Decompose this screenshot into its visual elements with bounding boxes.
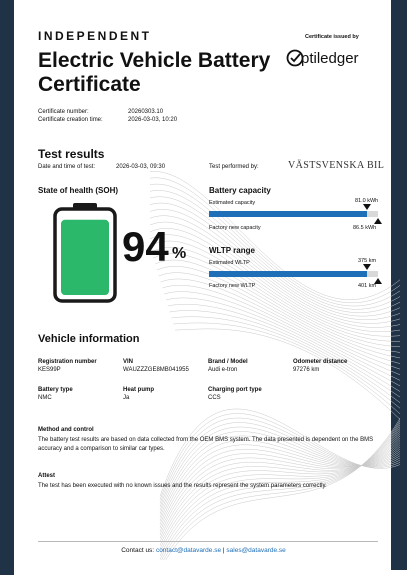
footer-separator: | xyxy=(222,547,225,554)
heat-pump-value: Ja xyxy=(123,395,130,401)
soh-unit: % xyxy=(172,245,187,262)
wltp-estimated-label: Estimated WLTP xyxy=(209,260,250,266)
svg-text:ptiledger: ptiledger xyxy=(301,50,359,67)
capacity-bar xyxy=(209,211,378,217)
soh-heading: State of health (SOH) xyxy=(38,186,119,195)
brand-model-label: Brand / Model xyxy=(208,359,248,365)
certificate-number-value: 20260303.10 xyxy=(128,109,164,115)
left-stripe xyxy=(0,0,14,575)
vin-value: WAUZZZGE8MB041955 xyxy=(123,367,189,373)
contact-email-link[interactable]: contact@datavarde.se xyxy=(155,547,222,554)
battery-type-label: Battery type xyxy=(38,387,73,393)
certificate-number-label: Certificate number: xyxy=(38,109,89,115)
odometer-value: 97276 km xyxy=(293,367,320,373)
capacity-estimated-value: 81.0 kWh xyxy=(355,198,379,204)
method-heading: Method and control xyxy=(38,427,94,433)
vin-label: VIN xyxy=(123,359,134,365)
certificate-created-value: 2026-03-03, 10:20 xyxy=(128,117,178,123)
vehicle-heading: Vehicle information xyxy=(38,333,140,345)
wltp-bar xyxy=(209,271,378,277)
attest-text: The test has been executed with no known issues and the results represent the system parameters correctly. xyxy=(38,483,327,489)
method-text: The battery test results are based on data collected from the OEM BMS system. The data presented is dependent on the BMS accuracy and a comparison to similar car types. xyxy=(38,437,374,452)
test-results-heading: Test results xyxy=(38,147,105,161)
certificate-created-label: Certificate creation time: xyxy=(38,117,103,123)
test-performer-label: Test performed by: xyxy=(209,164,259,170)
wltp-factory-value: 401 km xyxy=(358,283,377,289)
charging-port-value: CCS xyxy=(208,395,221,401)
performer-logo: VÄSTSVENSKA BIL xyxy=(288,160,385,171)
charging-port-label: Charging port type xyxy=(208,387,262,393)
battery-type-value: NMC xyxy=(38,395,52,401)
issued-by-label: Certificate issued by xyxy=(305,34,359,40)
heat-pump-label: Heat pump xyxy=(123,387,155,393)
soh-value: 94 xyxy=(122,223,169,270)
test-date-value: 2026-03-03, 09:30 xyxy=(116,164,166,170)
capacity-marker-up-icon xyxy=(374,218,382,224)
registration-label: Registration number xyxy=(38,359,97,365)
brand-model-value: Audi e-tron xyxy=(208,367,238,373)
odometer-label: Odometer distance xyxy=(293,359,348,365)
wltp-marker-down-icon xyxy=(363,264,371,270)
wltp-bar-fill xyxy=(209,271,367,277)
footer-contact xyxy=(0,547,407,554)
sales-email-link[interactable]: sales@datavarde.se xyxy=(226,547,286,554)
capacity-heading: Battery capacity xyxy=(209,186,271,195)
header-kicker: INDEPENDENT xyxy=(38,29,152,43)
capacity-factory-value: 86.5 kWh xyxy=(353,225,377,231)
capacity-factory-label: Factory new capacity xyxy=(209,225,261,231)
wltp-estimated-value: 375 km xyxy=(358,258,377,264)
test-date-label: Date and time of test: xyxy=(38,164,96,170)
contact-label: Contact us: xyxy=(121,547,155,554)
registration-value: KES99P xyxy=(38,367,61,373)
wltp-heading: WLTP range xyxy=(209,246,255,255)
attest-heading: Attest xyxy=(38,473,56,479)
capacity-marker-down-icon xyxy=(363,204,371,210)
page-title: Electric Vehicle Battery Certificate xyxy=(38,49,271,96)
capacity-bar-fill xyxy=(209,211,367,217)
battery-icon xyxy=(53,203,117,303)
optiledger-logo xyxy=(286,47,384,69)
footer-divider xyxy=(38,541,378,542)
wltp-factory-label: Factory new WLTP xyxy=(209,283,256,289)
capacity-estimated-label: Estimated capacity xyxy=(209,200,256,206)
